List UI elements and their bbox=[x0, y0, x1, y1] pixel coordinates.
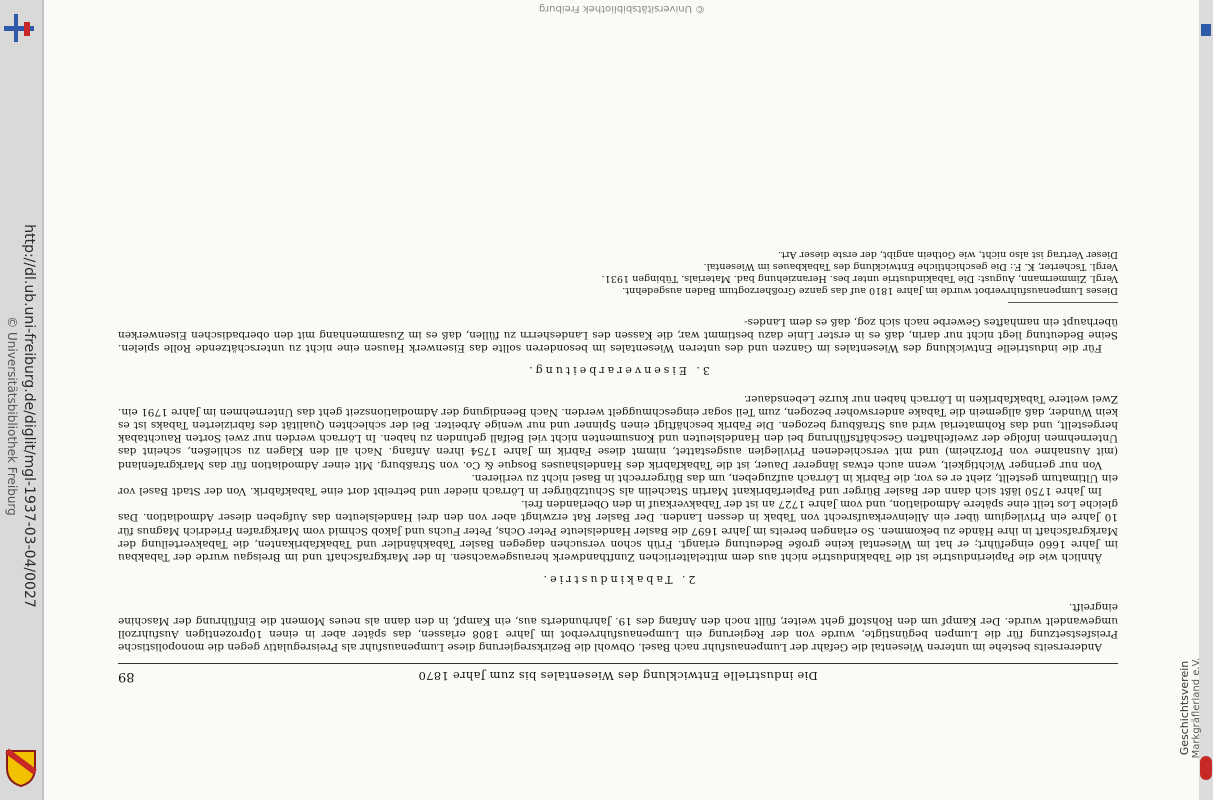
society-credit bbox=[1178, 618, 1202, 798]
coat-of-arms-icon bbox=[4, 748, 38, 788]
footnote-divider bbox=[1008, 302, 1118, 303]
ub-mark-icon bbox=[1201, 24, 1211, 36]
viewer-copyright: © Universitätsbibliothek Freiburg bbox=[5, 316, 19, 516]
section-title-eisenverarbeitung: 3. Eisenverarbeitung. bbox=[526, 364, 710, 378]
scanned-page bbox=[44, 0, 1200, 800]
page-header bbox=[118, 663, 1118, 684]
page-text-block bbox=[118, 248, 1118, 684]
viewer-url-block bbox=[5, 36, 37, 796]
paragraph: Ähnlich wie die Papierindustrie ist die Tabakindustrie nicht aus dem mittelalterlichen Zunfthandwerk herausgewachsen. In der Markgrafschaft und im Breisgau wurde der Tabakbau im Jahre 1660 eingeführt; er hat im Wiesental keine große Bedeutung erlangt. Früh schon versuchen dagegen Basler Tabakhändler und Tabakfabrikanten, die Tabakverteilung der Markgrafschaft in ihre Hände zu bekommen. So erlangen bereits im Jahre 1697 die Basler Handelsleute Peter Ochs, Peter Fuchs und Jakob Schmid vom Markgrafen Friedrich Magnus für 10 Jahre ein Privilegium über ein Alleinverkaufsrecht von Tabak in dessen Landen. Der Basler Rat erzwingt aber von den drei Handelsleuten das Aufgeben dieser Admodiation. Das gleiche Los teilt eine spätere Admodiation, und vom Jahre 1727 an ist der Tabakverkauf in den Oberlanden frei. bbox=[118, 498, 1118, 563]
viewer-left-strip bbox=[0, 0, 42, 800]
section-title-tabakindustrie: 2. Tabakindustrie. bbox=[540, 573, 696, 587]
footnote: Dieses Lumpenausfuhrverbot wurde im Jahre 1810 auf das ganze Großherzogtum Baden ausgedehnt. bbox=[622, 284, 1118, 296]
paragraph: Für die industrielle Entwicklung des Wiesentales im Ganzen und des unteren Wiesentales im besonderen sollte das Eisenwerk Hausen eine nicht zu unterschätzende Rolle spielen. Seine Bedeutung liegt nicht nur darin, daß es in erster Linie dazu bestimmt war, die Kassen des Landesherrn zu füllen, daß es im Zusammenhang mit den oberbadischen Eisenwerken überhaupt ein namhaftes Gewerbe nach sich zog, daß es dem Landes- bbox=[118, 315, 1118, 355]
running-head: Die industrielle Entwicklung des Wiesentales bis zum Jahre 1870 bbox=[418, 669, 818, 683]
page-number: 89 bbox=[118, 669, 135, 684]
credit-line-2: Markgräflerland e.V. bbox=[1191, 657, 1202, 759]
footnote: Dieser Vertrag ist also nicht, wie Gothein angibt, der erste dieser Art. bbox=[778, 248, 1118, 260]
intro-paragraph: Andererseits bestehe im unteren Wiesental die Gefahr der Lumpenausfuhr nach Basel. Obwohl die Bezirksregierung diese Lumpenausfuhr als Preisregulativ gegen die monopolistische Preisfestsetzung für die Lumpen begünstigte, wurde von der Regierung ein Lumpenausfuhrverbot im Jahre 1808 erlassen, das später aber in einen 10prozentigen Ausfuhrzoll umgewandelt wurde. Der Kampf um den Rohstoff geht weiter, füllt noch den Anfang des 19. Jahrhunderts aus, ein Kampf, in den dann als neues Moment die Einführung der Maschine eingreift. bbox=[118, 601, 1118, 653]
credit-line-1: Geschichtsverein bbox=[1178, 660, 1191, 756]
paragraph: Von nur geringer Wichtigkeit, wenn auch etwas längerer Dauer, ist die Tabakfabrik des Handelshauses Bosque & Co. von Straßburg. Mit einer Admodiation für das Markgrafenland (mit Ausnahme von Pforzheim) und mit verschiedenen Privilegien ausgestattet, nimmt diese Fabrik im Jahre 1754 ihren Anfang. Nach all den Klagen zu schließen, scheint das Unternehmen infolge der zweifelhaften Geschäftsführung bei den Handelsleuten und Konsumenten nicht viel Beifall gefunden zu haben. In Lörrach werden nur zwei Sorten Rauchtabak hergestellt, und das Rohmaterial wird aus Straßburg bezogen. Die Fabrik beschäftigt einen Spinner und nur wenige Arbeiter. Bei der schlechten Qualität des fabrizierten Tabaks ist es kein Wunder, daß allgemein die Tabake anderswoher bezogen, zum Teil sogar eingeschmuggelt werden. Nach Beendigung der Admodiationszeit geht das Unternehmen im Jahre 1791 ein. Zwei weitere Tabakfabriken in Lörrach haben nur kurze Lebensdauer. bbox=[118, 392, 1118, 471]
footnote: Vergl. Zimmermann, August: Die Tabakindustrie unter bes. Heranziehung bad. Materials. Tübingen 1931. bbox=[601, 272, 1118, 284]
footnote: Vergl. Tscherter, K. F.: Die geschichtliche Entwicklung des Tabakbaues im Wiesental. bbox=[703, 260, 1118, 272]
paragraph: Im Jahre 1750 läßt sich dann der Basler Bürger und Papierfabrikant Martin Stachelin als Schutzbürger in Lörrach nieder und betreibt dort eine Tabakfabrik. Von der Stadt Basel vor ein Ultimatum gestellt, zieht er es vor, die Fabrik in Lörrach aufzugeben, um das Bürgerrecht in Basel nicht zu verlieren. bbox=[118, 471, 1118, 497]
viewer-url[interactable]: http://dl.ub.uni-freiburg.de/diglit/mgl-1937-03-04/0027 bbox=[21, 224, 37, 608]
page-content-rotated bbox=[44, 0, 1200, 800]
page-top-label: © Universitätsbibliothek Freiburg bbox=[538, 3, 706, 14]
